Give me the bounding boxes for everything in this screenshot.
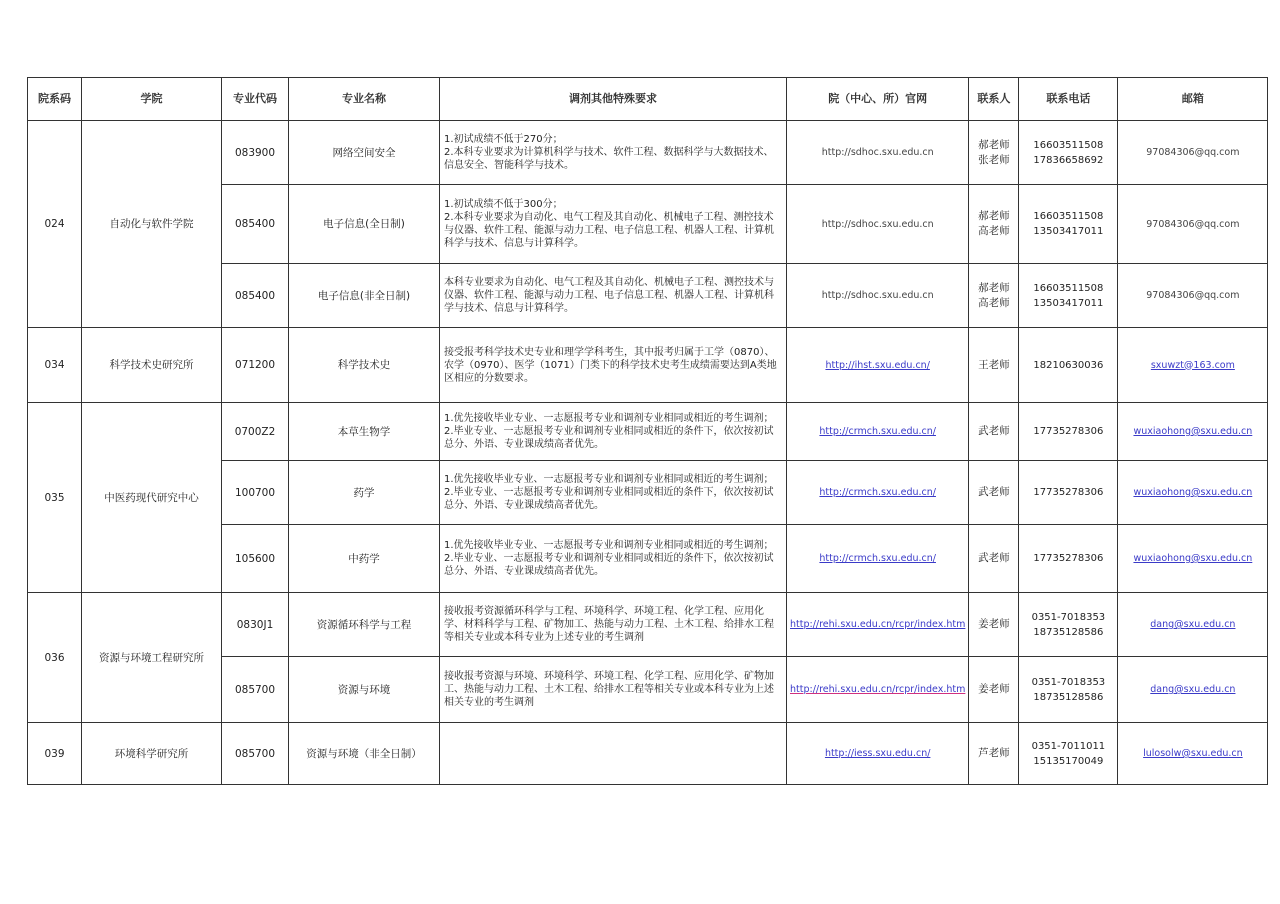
cell-phone-line: 0351-7018353 <box>1031 676 1106 688</box>
cell-website <box>787 657 969 723</box>
email-link[interactable]: wuxiaohong@sxu.edu.cn <box>1133 553 1253 564</box>
header-code: 院系码 <box>28 78 82 121</box>
cell-phone <box>1019 657 1118 723</box>
requirement-line: 接收报考资源循环科学与工程、环境科学、环境工程、化学工程、应用化学、材料科学与工程、矿物加工、热能与动力工程、土木工程、给排水工程等相关专业或本科专业为上述专业的考生调剂 <box>444 606 774 643</box>
cell-email <box>1118 185 1268 264</box>
cell-email <box>1118 264 1268 328</box>
cell-major-name: 电子信息(非全日制) <box>289 264 440 328</box>
cell-phone-line: 13503417011 <box>1033 297 1104 309</box>
cell-major-name: 药学 <box>289 461 440 525</box>
cell-contact-line: 武老师 <box>978 425 1010 437</box>
cell-dept-code: 035 <box>28 403 82 593</box>
cell-requirements <box>440 657 787 723</box>
requirement-line: 2.本科专业要求为自动化、电气工程及其自动化、机械电子工程、测控技术与仪器、软件工程、能源与动力工程、电子信息工程、机器人工程、计算机科学与技术、信息与计算科学。 <box>444 212 774 249</box>
header-row <box>28 78 1268 121</box>
requirement-line: 本科专业要求为自动化、电气工程及其自动化、机械电子工程、测控技术与仪器、软件工程、能源与动力工程、电子信息工程、机器人工程、计算机科学与技术、信息与计算科学。 <box>444 277 774 314</box>
table-row <box>28 723 1268 785</box>
table-row <box>28 403 1268 461</box>
cell-email <box>1118 403 1268 461</box>
email-link[interactable]: wuxiaohong@sxu.edu.cn <box>1133 487 1253 498</box>
email-text: 97084306@qq.com <box>1146 290 1240 301</box>
cell-dept-code: 034 <box>28 328 82 403</box>
cell-major-name: 资源循环科学与工程 <box>289 593 440 657</box>
cell-college: 自动化与软件学院 <box>82 121 222 328</box>
cell-major-code: 071200 <box>222 328 289 403</box>
cell-college: 中医药现代研究中心 <box>82 403 222 593</box>
cell-contact <box>969 264 1019 328</box>
header-major-code: 专业代码 <box>222 78 289 121</box>
cell-phone <box>1019 461 1118 525</box>
table-row <box>28 593 1268 657</box>
cell-phone-line: 17735278306 <box>1033 553 1104 564</box>
website-link[interactable]: http://rehi.sxu.edu.cn/rcpr/index.htm <box>790 619 966 630</box>
cell-requirements <box>440 264 787 328</box>
email-text: 97084306@qq.com <box>1146 147 1240 158</box>
website-text: http://sdhoc.sxu.edu.cn <box>821 147 934 158</box>
cell-contact-line: 高老师 <box>978 225 1010 237</box>
website-link[interactable]: http://ihst.sxu.edu.cn/ <box>825 359 930 371</box>
email-link[interactable]: wuxiaohong@sxu.edu.cn <box>1133 426 1253 437</box>
cell-major-code: 085700 <box>222 657 289 723</box>
email-link[interactable]: dang@sxu.edu.cn <box>1150 684 1236 695</box>
requirement-line: 1.初试成绩不低于300分； <box>444 199 563 210</box>
cell-phone-line: 0351-7018353 <box>1031 611 1106 623</box>
website-link[interactable]: http://rehi.sxu.edu.cn/rcpr/index.htm <box>790 684 966 695</box>
cell-contact-line: 郝老师 <box>978 138 1010 151</box>
cell-contact-line: 郝老师 <box>978 281 1010 294</box>
cell-contact-line: 张老师 <box>978 153 1010 166</box>
cell-major-code: 085700 <box>222 723 289 785</box>
website-text: http://sdhoc.sxu.edu.cn <box>821 218 934 230</box>
cell-phone <box>1019 723 1118 785</box>
cell-college: 环境科学研究所 <box>82 723 222 785</box>
cell-email <box>1118 328 1268 403</box>
cell-website <box>787 264 969 328</box>
header-contact: 联系人 <box>969 78 1019 121</box>
table-row <box>28 121 1268 185</box>
cell-phone-line: 16603511508 <box>1033 282 1104 294</box>
header-phone: 联系电话 <box>1019 78 1118 121</box>
website-link[interactable]: http://crmch.sxu.edu.cn/ <box>819 553 936 564</box>
website-link[interactable]: http://iess.sxu.edu.cn/ <box>824 748 931 759</box>
cell-phone-line: 17735278306 <box>1033 487 1104 498</box>
cell-contact-line: 武老师 <box>978 552 1010 564</box>
cell-website <box>787 121 969 185</box>
cell-major-name: 电子信息(全日制) <box>289 185 440 264</box>
cell-college: 科学技术史研究所 <box>82 328 222 403</box>
cell-contact <box>969 525 1019 593</box>
cell-contact-line: 武老师 <box>978 486 1010 498</box>
cell-requirements <box>440 525 787 593</box>
cell-email <box>1118 723 1268 785</box>
cell-phone-line: 18735128586 <box>1033 691 1104 703</box>
website-link[interactable]: http://crmch.sxu.edu.cn/ <box>819 426 936 437</box>
cell-contact <box>969 593 1019 657</box>
cell-requirements <box>440 403 787 461</box>
cell-major-name: 科学技术史 <box>289 328 440 403</box>
cell-email <box>1118 593 1268 657</box>
cell-major-name: 资源与环境（非全日制） <box>289 723 440 785</box>
cell-email <box>1118 461 1268 525</box>
cell-phone-line: 16603511508 <box>1033 139 1104 151</box>
cell-website <box>787 593 969 657</box>
requirement-line: 1.初试成绩不低于270分； <box>444 134 563 145</box>
website-text: http://sdhoc.sxu.edu.cn <box>821 290 934 301</box>
requirement-line: 接受报考科学技术史专业和理学学科考生，其中报考归属于工学（0870）、农学（0970）、医学（1071）门类下的科学技术史考生成绩需要达到A类地区相应的分数要求。 <box>444 346 777 384</box>
cell-phone <box>1019 403 1118 461</box>
cell-major-name: 中药学 <box>289 525 440 593</box>
cell-major-name: 资源与环境 <box>289 657 440 723</box>
cell-website <box>787 461 969 525</box>
cell-phone-line: 17836658692 <box>1033 154 1104 166</box>
cell-major-code: 0700Z2 <box>222 403 289 461</box>
cell-major-code: 085400 <box>222 185 289 264</box>
cell-requirements <box>440 121 787 185</box>
header-website: 院（中心、所）官网 <box>787 78 969 121</box>
cell-contact <box>969 403 1019 461</box>
cell-requirements <box>440 723 787 785</box>
cell-contact-line: 芦老师 <box>978 747 1010 759</box>
cell-contact-line: 姜老师 <box>978 683 1010 695</box>
cell-contact <box>969 328 1019 403</box>
cell-contact-line: 王老师 <box>978 358 1010 371</box>
requirement-line: 1.优先接收毕业专业、一志愿报考专业和调剂专业相同或相近的考生调剂；2.毕业专业、一志愿报考专业和调剂专业相同或相近的条件下，依次按初试总分、外语、专业课成绩高者优先。 <box>444 413 774 450</box>
cell-contact <box>969 461 1019 525</box>
cell-requirements <box>440 328 787 403</box>
cell-phone <box>1019 328 1118 403</box>
requirement-line: 2.本科专业要求为计算机科学与技术、软件工程、数据科学与大数据技术、信息安全、智能科学与技术。 <box>444 147 774 171</box>
adjustment-table <box>27 77 1268 785</box>
email-link[interactable]: lulosolw@sxu.edu.cn <box>1143 748 1243 759</box>
cell-phone <box>1019 185 1118 264</box>
email-link[interactable]: dang@sxu.edu.cn <box>1150 619 1236 630</box>
cell-phone-line: 18210630036 <box>1033 359 1104 371</box>
header-requirements: 调剂其他特殊要求 <box>440 78 787 121</box>
cell-contact-line: 郝老师 <box>978 210 1010 222</box>
cell-email <box>1118 657 1268 723</box>
cell-major-code: 0830J1 <box>222 593 289 657</box>
cell-phone <box>1019 264 1118 328</box>
cell-college: 资源与环境工程研究所 <box>82 593 222 723</box>
email-link[interactable]: sxuwzt@163.com <box>1150 359 1235 371</box>
cell-website <box>787 185 969 264</box>
cell-major-code: 100700 <box>222 461 289 525</box>
cell-email <box>1118 525 1268 593</box>
cell-website <box>787 328 969 403</box>
cell-major-name: 本草生物学 <box>289 403 440 461</box>
table-row <box>28 328 1268 403</box>
cell-website <box>787 403 969 461</box>
cell-major-name: 网络空间安全 <box>289 121 440 185</box>
cell-contact <box>969 657 1019 723</box>
requirement-line: 1.优先接收毕业专业、一志愿报考专业和调剂专业相同或相近的考生调剂；2.毕业专业、一志愿报考专业和调剂专业相同或相近的条件下，依次按初试总分、外语、专业课成绩高者优先。 <box>444 540 774 577</box>
cell-phone-line: 18735128586 <box>1033 626 1104 638</box>
cell-dept-code: 036 <box>28 593 82 723</box>
cell-requirements <box>440 461 787 525</box>
cell-contact <box>969 185 1019 264</box>
cell-requirements <box>440 185 787 264</box>
cell-dept-code: 024 <box>28 121 82 328</box>
cell-contact-line: 高老师 <box>978 296 1010 309</box>
header-major-name: 专业名称 <box>289 78 440 121</box>
cell-website <box>787 723 969 785</box>
cell-phone <box>1019 525 1118 593</box>
header-college: 学院 <box>82 78 222 121</box>
cell-phone-line: 16603511508 <box>1033 211 1104 222</box>
header-email: 邮箱 <box>1118 78 1268 121</box>
requirement-line: 接收报考资源与环境、环境科学、环境工程、化学工程、应用化学、矿物加工、热能与动力工程、土木工程、给排水工程等相关专业或本科专业为上述相关专业的考生调剂 <box>444 671 774 708</box>
cell-website <box>787 525 969 593</box>
cell-phone <box>1019 593 1118 657</box>
cell-major-code: 085400 <box>222 264 289 328</box>
cell-email <box>1118 121 1268 185</box>
requirement-line: 1.优先接收毕业专业、一志愿报考专业和调剂专业相同或相近的考生调剂；2.毕业专业、一志愿报考专业和调剂专业相同或相近的条件下，依次按初试总分、外语、专业课成绩高者优先。 <box>444 474 774 511</box>
cell-phone-line: 17735278306 <box>1033 426 1104 437</box>
cell-phone-line: 13503417011 <box>1033 226 1104 237</box>
cell-major-code: 083900 <box>222 121 289 185</box>
cell-phone-line: 15135170049 <box>1033 755 1104 767</box>
cell-contact <box>969 723 1019 785</box>
cell-contact-line: 姜老师 <box>978 618 1010 630</box>
cell-dept-code: 039 <box>28 723 82 785</box>
cell-major-code: 105600 <box>222 525 289 593</box>
email-text: 97084306@qq.com <box>1146 218 1240 230</box>
cell-phone-line: 0351-7011011 <box>1031 740 1106 752</box>
website-link[interactable]: http://crmch.sxu.edu.cn/ <box>819 487 936 498</box>
cell-phone <box>1019 121 1118 185</box>
cell-contact <box>969 121 1019 185</box>
cell-requirements <box>440 593 787 657</box>
